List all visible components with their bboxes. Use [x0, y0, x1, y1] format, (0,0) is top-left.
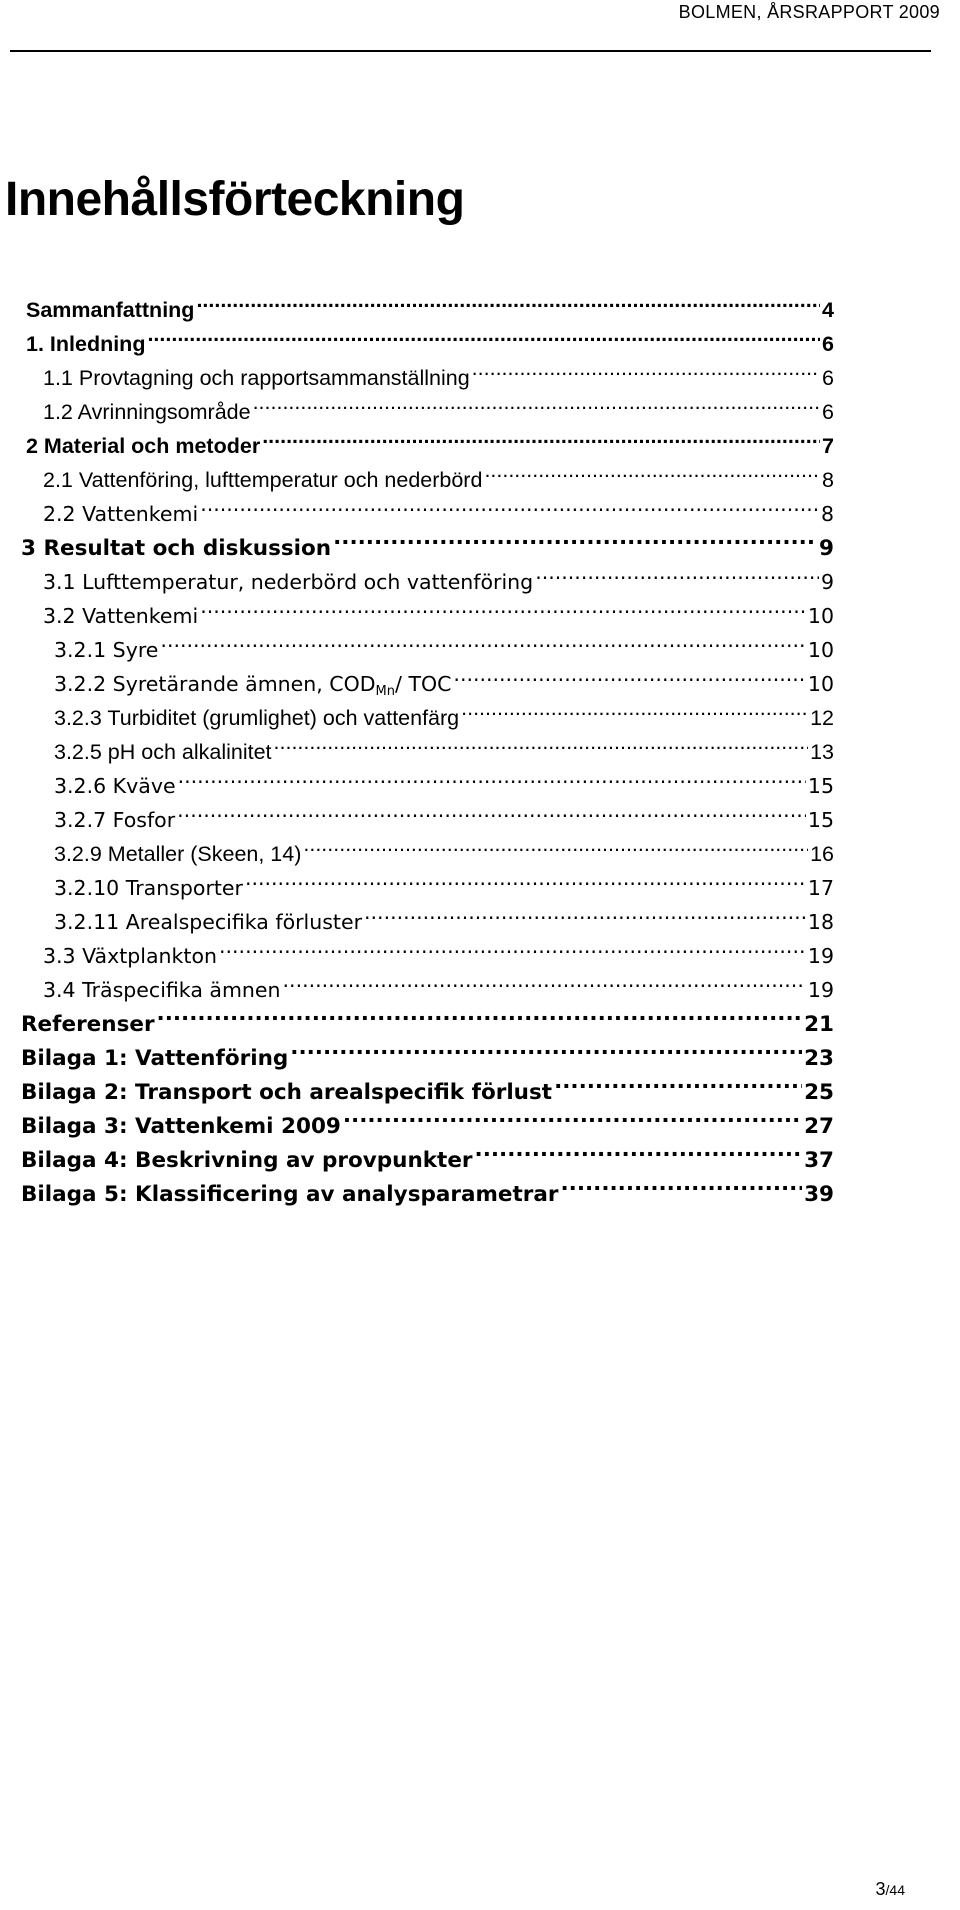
toc-dot-leader: [453, 657, 805, 691]
toc-entry-title: 3.4 Träspecifika ämnen: [43, 978, 281, 1002]
toc-dot-leader: [262, 419, 820, 453]
toc-entry-title: 3.2.5 pH och alkalinitet: [54, 740, 272, 764]
toc-entry-bilaga-2[interactable]: [21, 1065, 834, 1105]
toc-dot-leader: [343, 1099, 802, 1133]
header-rule: [10, 50, 931, 52]
toc-entry-title: 3.2.3 Turbiditet (grumlighet) och vattenfärg: [54, 706, 460, 730]
toc-entry-vaxtplankton[interactable]: [43, 929, 834, 968]
toc-entry-title: 3.2.11 Arealspecifika förluster: [54, 910, 363, 934]
toc-entry-syretarande-amnen[interactable]: [54, 657, 834, 699]
toc-dot-leader: [364, 895, 806, 929]
toc-page-number: 6: [822, 400, 834, 424]
toc-page-number: 25: [804, 1080, 834, 1105]
toc-entry-bilaga-4[interactable]: [21, 1133, 834, 1173]
toc-page-number: 9: [819, 536, 834, 561]
toc-entry-lufttemperatur-nederbord[interactable]: [43, 555, 834, 594]
toc-page-number: 10: [807, 604, 834, 628]
toc-entry-avrinningsomrade[interactable]: [43, 385, 834, 424]
toc-subscript: Mn: [375, 684, 396, 699]
toc-page-number: 21: [804, 1012, 834, 1037]
toc-entry-title: Bilaga 5: Klassificering av analysparametrar: [21, 1182, 559, 1207]
toc-page-number: 6: [822, 366, 834, 390]
toc-entry-title: 3.2.10 Transporter: [54, 876, 243, 900]
page-current: 3: [875, 1879, 886, 1899]
toc-entry-bilaga-3[interactable]: [21, 1099, 834, 1139]
toc-entry-title: 3 Resultat och diskussion: [21, 536, 332, 561]
toc-entry-title: 3.2.1 Syre: [54, 638, 159, 662]
toc-entry-title: 2.2 Vattenkemi: [43, 502, 199, 526]
toc-entry-title: 3.2.9 Metaller (Skeen, 14): [54, 842, 302, 866]
page-title: Innehållsförteckning: [5, 173, 465, 226]
toc-page-number: 15: [807, 808, 834, 832]
toc-entry-title: 3.1 Lufttemperatur, nederbörd och vattenföring: [43, 570, 534, 594]
page-number: [876, 1879, 905, 1900]
toc-entry-resultat-och-diskussion[interactable]: [21, 521, 834, 561]
toc-entry-title: 3.2 Vattenkemi: [43, 604, 199, 628]
toc-page-number: 17: [807, 876, 834, 900]
toc-entry-fosfor[interactable]: [54, 793, 834, 832]
toc-entry-title: 1.2 Avrinningsområde: [43, 400, 251, 424]
toc-page-number: 8: [820, 502, 834, 526]
toc-entry-title: 1.1 Provtagning och rapportsammanställning: [43, 366, 470, 390]
toc-dot-leader: [303, 827, 808, 861]
toc-page-number: 10: [807, 638, 834, 662]
toc-entry-vattenkemi-3-2[interactable]: [43, 589, 834, 628]
toc-page-number: 37: [804, 1148, 834, 1173]
toc-dot-leader: [560, 1167, 802, 1201]
toc-page-number: 27: [804, 1114, 834, 1139]
toc-page-number: 8: [822, 468, 834, 492]
toc-entry-referenser[interactable]: [21, 997, 834, 1037]
toc-page-number: 18: [807, 910, 834, 934]
toc-dot-leader: [219, 929, 806, 963]
toc-dot-leader: [283, 963, 806, 997]
toc-entry-title: Bilaga 3: Vattenkemi 2009: [21, 1114, 341, 1139]
toc-entry-title: 3.2.2 Syretärande ämnen, $COD_{Mn}/$ TOC: [54, 672, 452, 699]
toc-page-number: 15: [807, 774, 834, 798]
toc-dot-leader: [245, 861, 806, 895]
toc-dot-leader: [147, 317, 820, 351]
toc-page-number: 16: [810, 842, 834, 866]
toc-entry-title: Sammanfattning: [26, 298, 195, 322]
toc-entry-vattenkemi-2-2[interactable]: [43, 487, 834, 526]
toc-page-number: 9: [820, 570, 834, 594]
toc-entry-title: Referenser: [21, 1012, 155, 1037]
toc-entry-material-och-metoder[interactable]: [26, 419, 834, 458]
toc-entry-title: Bilaga 2: Transport och arealspecifik förlust: [21, 1080, 553, 1105]
toc-dot-leader: [274, 725, 809, 759]
toc-entry-title: 3.2.6 Kväve: [54, 774, 176, 798]
toc-page-number: 23: [804, 1046, 834, 1071]
toc-entry-title: 2.1 Vattenföring, lufttemperatur och nederbörd: [43, 468, 483, 492]
toc-entry-title: Bilaga 4: Beskrivning av provpunkter: [21, 1148, 473, 1173]
toc-entry-provtagning[interactable]: [43, 351, 834, 390]
toc-entry-inledning[interactable]: [26, 317, 834, 356]
running-header: BOLMEN, ÅRSRAPPORT 2009: [678, 2, 940, 22]
toc-entry-title: Bilaga 1: Vattenföring: [21, 1046, 289, 1071]
toc-dot-leader: [157, 997, 803, 1031]
toc-page-number: 4: [822, 298, 834, 322]
page-total: /44: [885, 1882, 905, 1898]
toc-dot-leader: [333, 521, 817, 555]
toc-page-number: 10: [807, 672, 834, 696]
toc-page-number: 12: [810, 706, 834, 730]
toc-entry-title: 1. Inledning: [26, 332, 146, 356]
toc-dot-leader: [253, 385, 820, 419]
toc-dot-leader: [178, 759, 806, 793]
toc-dot-leader: [554, 1065, 802, 1099]
toc-entry-transporter[interactable]: [54, 861, 834, 900]
toc-dot-leader: [535, 555, 819, 589]
toc-dot-leader: [200, 487, 819, 521]
toc-entry-bilaga-1[interactable]: [21, 1031, 834, 1071]
toc-dot-leader: [484, 453, 820, 487]
toc-dot-leader: [461, 691, 808, 725]
toc-entry-ph-och-alkalinitet[interactable]: [54, 725, 834, 764]
toc-entry-sammanfattning[interactable]: [26, 283, 834, 322]
toc-page-number: 39: [804, 1182, 834, 1207]
toc-entry-bilaga-5[interactable]: [21, 1167, 834, 1207]
toc-dot-leader: [472, 351, 820, 385]
toc-entry-title: 3.2.7 Fosfor: [54, 808, 176, 832]
toc-page-number: 13: [810, 740, 834, 764]
toc-dot-leader: [475, 1133, 803, 1167]
toc-page-number: 19: [807, 944, 834, 968]
toc-page-number: 6: [822, 332, 834, 356]
toc-dot-leader: [177, 793, 806, 827]
toc-entry-kvave[interactable]: [54, 759, 834, 798]
toc-entry-vattenforing-lufttemperatur[interactable]: [43, 453, 834, 492]
toc-entry-syre[interactable]: [54, 623, 834, 662]
toc-entry-title: 2 Material och metoder: [26, 434, 261, 458]
toc-page-number: 7: [822, 434, 834, 458]
toc-entry-title: 3.3 Växtplankton: [43, 944, 217, 968]
toc-dot-leader: [160, 623, 805, 657]
toc-dot-leader: [196, 283, 820, 317]
toc-entry-turbiditet[interactable]: [54, 691, 834, 730]
toc-dot-leader: [200, 589, 806, 623]
toc-entry-traspecifika-amnen[interactable]: [43, 963, 834, 1002]
toc-page-number: 19: [807, 978, 834, 1002]
toc-entry-arealspecifika-forluster[interactable]: [54, 895, 834, 934]
toc-dot-leader: [290, 1031, 802, 1065]
toc-entry-metaller[interactable]: [54, 827, 834, 866]
